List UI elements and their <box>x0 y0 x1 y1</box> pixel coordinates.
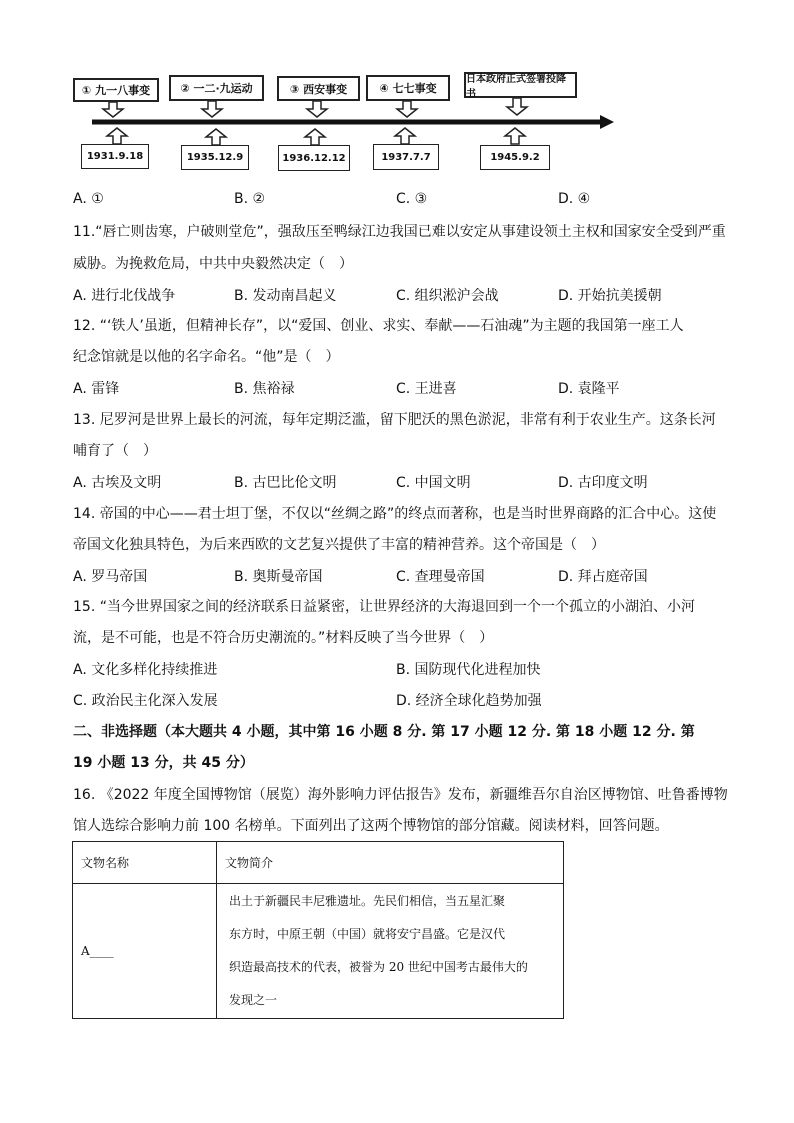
question-16-text: 16. 《2022 年度全国博物馆（展览）海外影响力评估报告》发布，新疆维吾尔自治区博物馆、吐鲁番博物 <box>73 787 728 803</box>
question-13-text: 13. 尼罗河是世界上最长的河流，每年定期泛滥，留下肥沃的黑色淤泥，非常有利于农业生产。这条长河 <box>73 412 716 428</box>
relic-name-blank: A____ <box>73 884 217 1019</box>
timeline-event-box: ④ 七七事变 <box>366 75 450 101</box>
option-d: D. ④ <box>558 191 591 207</box>
option-c: C. 政治民主化深入发展 <box>73 693 218 709</box>
option-a: A. 进行北伐战争 <box>73 288 176 304</box>
timeline-event-box: 日本政府正式签署投降书 <box>464 72 577 98</box>
relics-table <box>72 841 564 1019</box>
option-b: B. 国防现代化进程加快 <box>396 662 541 678</box>
option-d: D. 开始抗美援朝 <box>558 288 662 304</box>
option-c: C. 查理曼帝国 <box>396 569 485 585</box>
option-b: B. 焦裕禄 <box>234 381 295 397</box>
relic-description-line: 出土于新疆民丰尼雅遗址。先民们相信，当五星汇聚 <box>229 894 506 908</box>
question-11-text: 威胁。为挽救危局，中共中央毅然决定（ ） <box>73 256 353 272</box>
option-a: A. ① <box>73 191 104 207</box>
question-13-text: 哺育了（ ） <box>73 443 157 459</box>
question-14-text: 14. 帝国的中心——君士坦丁堡，不仅以“丝绸之路”的终点而著称，也是当时世界商路的汇合中心。这使 <box>73 506 717 522</box>
question-12-text: 纪念馆就是以他的名字命名。“他”是（ ） <box>73 349 340 365</box>
option-b: B. 奥斯曼帝国 <box>234 569 323 585</box>
timeline-date-box: 1931.9.18 <box>81 144 149 169</box>
timeline-date-box: 1935.12.9 <box>181 145 249 170</box>
relic-description-line: 发现之一 <box>229 993 278 1007</box>
relic-description <box>217 884 564 1019</box>
question-15-text: 流，是不可能，也是不符合历史潮流的。”材料反映了当今世界（ ） <box>73 630 494 646</box>
timeline-event-box: ③ 西安事变 <box>277 76 360 101</box>
option-d: D. 古印度文明 <box>558 475 648 491</box>
section-heading: 二、非选择题（本大题共 4 小题，其中第 16 小题 8 分. 第 17 小题 12 分. 第 18 小题 12 分. 第 <box>73 724 695 740</box>
timeline-date-box: 1937.7.7 <box>373 144 439 170</box>
question-16-text: 馆人选综合影响力前 100 名榜单。下面列出了这两个博物馆的部分馆藏。阅读材料，回答问题。 <box>73 818 669 834</box>
question-15-text: 15. “当今世界国家之间的经济联系日益紧密，让世界经济的大海退回到一个一个孤立的小湖泊、小河 <box>73 599 695 615</box>
option-d: D. 袁隆平 <box>558 381 620 397</box>
table-header: 文物简介 <box>217 842 564 884</box>
section-heading: 19 小题 13 分，共 45 分） <box>73 755 254 771</box>
option-b: B. 古巴比伦文明 <box>234 475 337 491</box>
option-d: D. 拜占庭帝国 <box>558 569 648 585</box>
question-12-text: 12. “‘铁人’虽逝，但精神长存”，以“爱国、创业、求实、奉献——石油魂”为主题的我国第一座工人 <box>73 318 684 334</box>
timeline-date-box: 1936.12.12 <box>278 145 350 171</box>
question-11-text: 11.“唇亡则齿寒，户破则堂危”，强敌压至鸭绿江边我国已难以安定从事建设领土主权和国家安全受到严重 <box>73 224 726 240</box>
option-c: C. 中国文明 <box>396 475 471 491</box>
timeline-event-box: ② 一二·九运动 <box>169 75 264 101</box>
option-a: A. 雷锋 <box>73 381 120 397</box>
option-c: C. ③ <box>396 191 428 207</box>
option-b: B. ② <box>234 191 266 207</box>
option-d: D. 经济全球化趋势加强 <box>396 693 542 709</box>
relic-description-line: 东方时，中原王朝（中国）就将安宁昌盛。它是汉代 <box>229 927 506 941</box>
question-14-text: 帝国文化独具特色，为后来西欧的文艺复兴提供了丰富的精神营养。这个帝国是（ ） <box>73 537 605 553</box>
option-b: B. 发动南昌起义 <box>234 288 337 304</box>
timeline-date-box: 1945.9.2 <box>480 145 550 170</box>
relic-description-line: 织造最高技术的代表，被誉为 20 世纪中国考古最伟大的 <box>229 960 528 974</box>
option-c: C. 王进喜 <box>396 381 457 397</box>
option-a: A. 罗马帝国 <box>73 569 148 585</box>
option-a: A. 古埃及文明 <box>73 475 162 491</box>
table-header: 文物名称 <box>73 842 217 884</box>
timeline-event-box: ① 九一八事变 <box>73 78 159 102</box>
option-a: A. 文化多样化持续推进 <box>73 662 218 678</box>
option-c: C. 组织淞沪会战 <box>396 288 499 304</box>
